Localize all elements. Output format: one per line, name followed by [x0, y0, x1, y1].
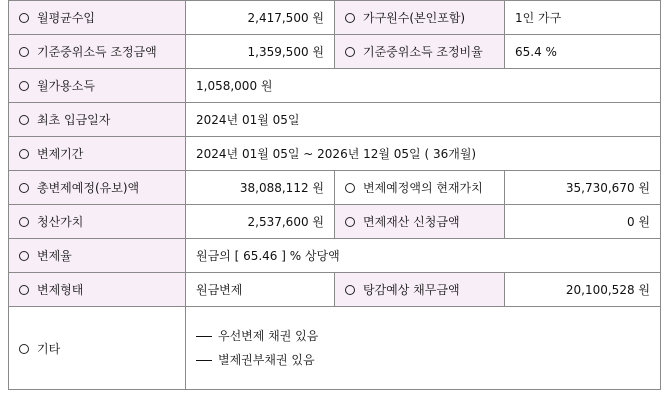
circle-bullet-icon [19, 344, 29, 354]
circle-bullet-icon [345, 217, 355, 227]
repayment-type-value: 원금변제 [196, 283, 243, 297]
table-row [9, 1, 661, 35]
value-cell [186, 239, 661, 273]
circle-bullet-icon [19, 13, 29, 23]
first-payment-date-label: 최초 입금일자 [37, 113, 111, 127]
value-cell [505, 35, 661, 69]
table-row [9, 137, 661, 171]
label-cell [335, 205, 505, 239]
expected-debt-label: 탕감예상 채무금액 [363, 283, 460, 297]
dash-icon [196, 336, 212, 337]
first-payment-date-value: 2024년 01월 05일 [196, 113, 300, 127]
expected-debt-value: 20,100,528 원 [565, 283, 650, 297]
household-label: 가구원수(본인포함) [363, 11, 466, 25]
present-value-label: 변제예정액의 현재가치 [363, 181, 483, 195]
label-cell [335, 35, 505, 69]
repayment-summary-table [8, 0, 661, 390]
dash-icon [196, 360, 212, 361]
monthly-income-value: 2,417,500 원 [247, 11, 324, 25]
value-cell [186, 1, 335, 35]
exempt-property-label: 면제재산 신청금액 [363, 215, 460, 229]
total-planned-label: 총변제예정(유보)액 [37, 181, 140, 195]
present-value-value: 35,730,670 원 [565, 181, 650, 195]
table-row [9, 69, 661, 103]
adjusted-std-income-value: 1,359,500 원 [247, 45, 324, 59]
household-value: 1인 가구 [515, 11, 562, 25]
label-cell [335, 171, 505, 205]
value-cell [186, 307, 661, 390]
monthly-income-label: 월평균수입 [37, 11, 95, 25]
value-cell [186, 205, 335, 239]
label-cell [335, 273, 505, 307]
circle-bullet-icon [19, 285, 29, 295]
adjusted-std-ratio-value: 65.4 % [515, 44, 557, 59]
table-row [9, 35, 661, 69]
label-cell [335, 1, 505, 35]
label-cell [9, 137, 186, 171]
value-cell [186, 35, 335, 69]
value-cell [505, 273, 661, 307]
label-cell [9, 273, 186, 307]
table-row [9, 273, 661, 307]
adjusted-std-income-label: 기준중위소득 조정금액 [37, 45, 157, 59]
repayment-summary-table-wrapper [8, 0, 660, 390]
value-cell [186, 171, 335, 205]
table-row [9, 307, 661, 390]
label-cell [9, 205, 186, 239]
label-cell [9, 307, 186, 390]
liquidation-value-value: 2,537,600 원 [247, 215, 324, 229]
repayment-rate-label: 변제율 [37, 249, 72, 263]
repayment-type-label: 변제형태 [37, 283, 84, 297]
value-cell [186, 137, 661, 171]
repayment-rate-value: 원금의 [ 65.46 ] % 상당액 [196, 249, 340, 263]
value-cell [505, 1, 661, 35]
circle-bullet-icon [19, 183, 29, 193]
circle-bullet-icon [19, 217, 29, 227]
table-row [9, 205, 661, 239]
circle-bullet-icon [19, 149, 29, 159]
value-cell [186, 103, 661, 137]
liquidation-value-label: 청산가치 [37, 215, 84, 229]
adjusted-std-ratio-label: 기준중위소득 조정비율 [363, 45, 483, 59]
note-text: 우선변제 채권 있음 [218, 329, 319, 343]
disposable-income-value: 1,058,000 원 [196, 79, 273, 93]
table-row [9, 171, 661, 205]
disposable-income-label: 월가용소득 [37, 79, 95, 93]
circle-bullet-icon [345, 183, 355, 193]
table-row [9, 239, 661, 273]
value-cell [505, 205, 661, 239]
note-item [196, 351, 650, 369]
value-cell [505, 171, 661, 205]
circle-bullet-icon [345, 285, 355, 295]
circle-bullet-icon [19, 81, 29, 91]
circle-bullet-icon [19, 115, 29, 125]
note-text: 별제권부채권 있음 [218, 353, 315, 367]
circle-bullet-icon [345, 13, 355, 23]
circle-bullet-icon [345, 47, 355, 57]
total-planned-value: 38,088,112 원 [239, 181, 324, 195]
label-cell [9, 69, 186, 103]
exempt-property-value: 0 원 [626, 215, 650, 229]
other-label: 기타 [37, 341, 61, 356]
repayment-period-label: 변제기간 [37, 147, 84, 161]
table-row [9, 103, 661, 137]
value-cell [186, 273, 335, 307]
label-cell [9, 239, 186, 273]
label-cell [9, 35, 186, 69]
circle-bullet-icon [19, 251, 29, 261]
label-cell [9, 1, 186, 35]
circle-bullet-icon [19, 47, 29, 57]
repayment-period-value: 2024년 01월 05일 ~ 2026년 12월 05일 ( 36개월) [196, 147, 477, 161]
value-cell [186, 69, 661, 103]
label-cell [9, 103, 186, 137]
note-item [196, 327, 650, 345]
label-cell [9, 171, 186, 205]
